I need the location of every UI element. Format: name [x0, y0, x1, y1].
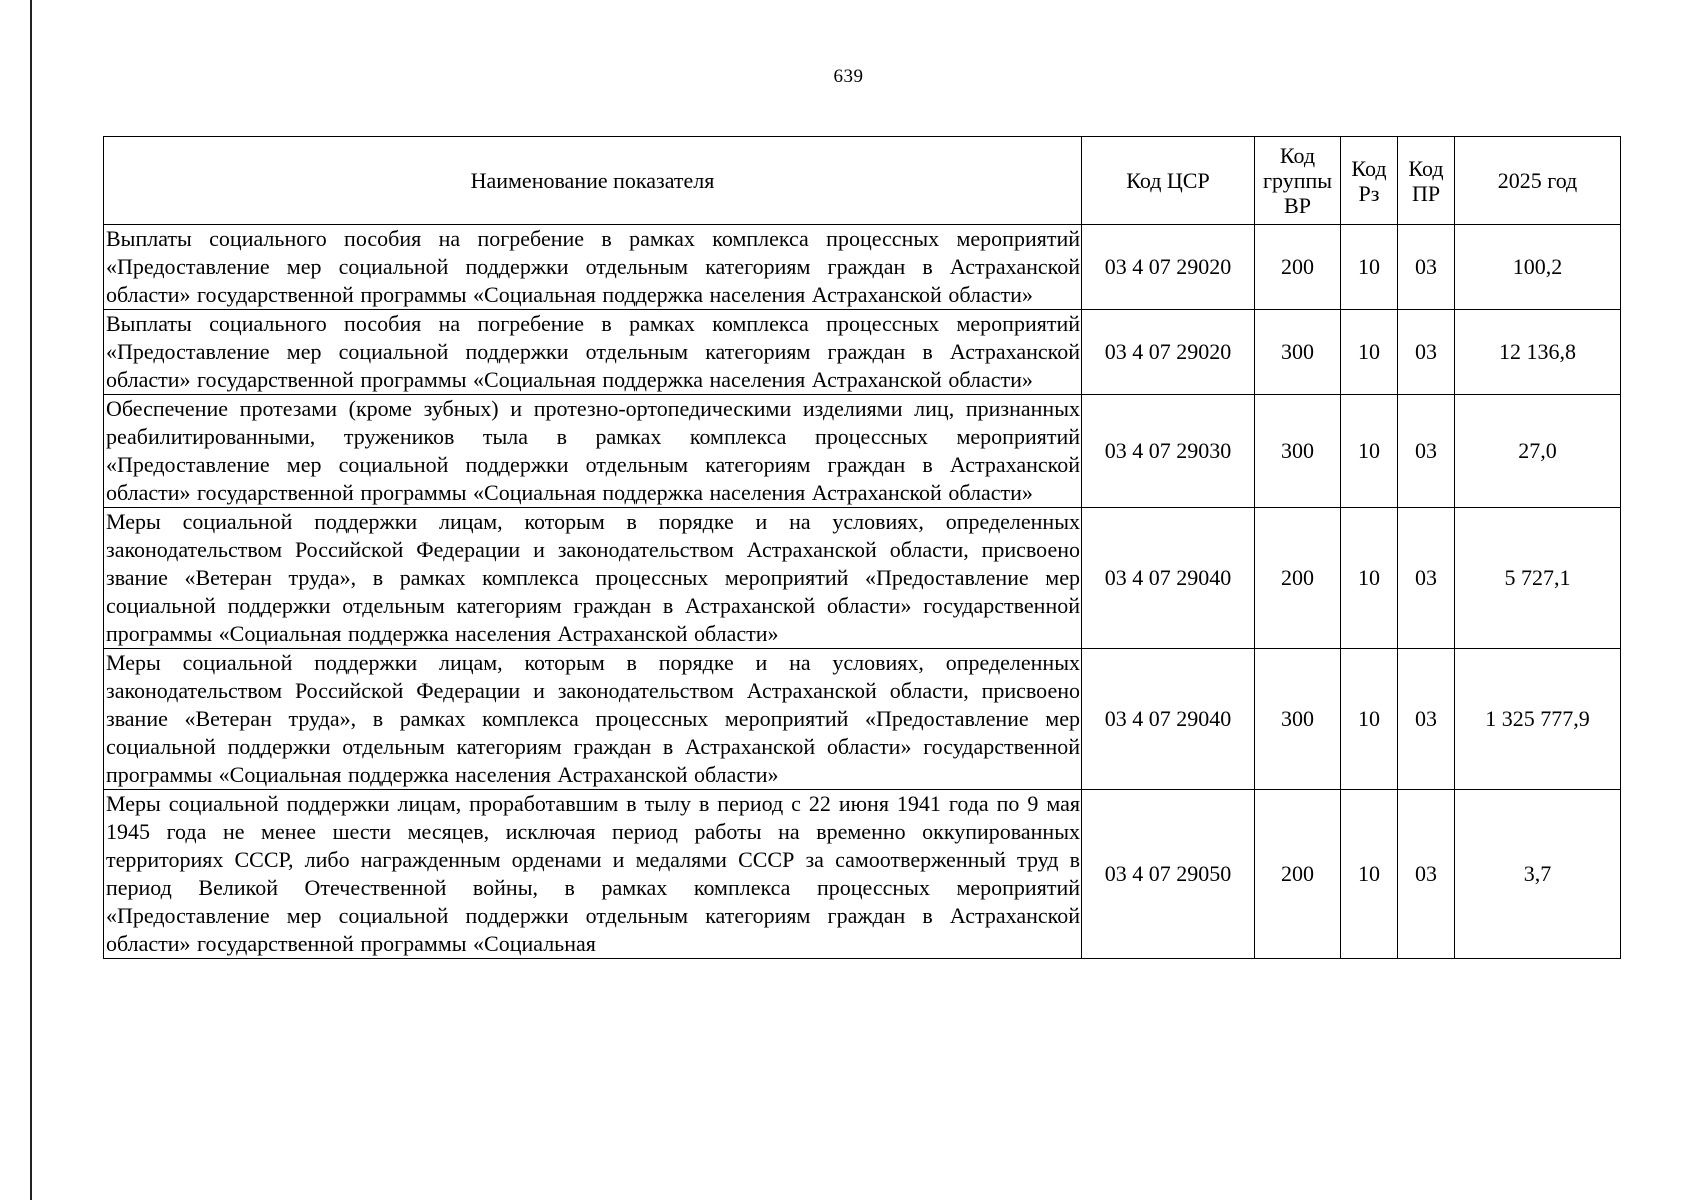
row-pr-cell: 03: [1398, 508, 1455, 649]
table-row: [104, 395, 1621, 508]
row-amount-cell: 1 325 777,9: [1455, 649, 1621, 790]
table-row: [104, 508, 1621, 649]
row-name-cell: Выплаты социального пособия на погребение в рамках комплекса процессных мероприятий «Предоставление мер социальной поддержки отдельным категориям граждан в Астраханской области» государственной программы «Социальная поддержка населения Астраханской области»: [104, 225, 1082, 310]
table-row: [104, 225, 1621, 310]
row-amount-cell: 12 136,8: [1455, 310, 1621, 395]
row-csr-cell: 03 4 07 29020: [1082, 310, 1255, 395]
row-amount-cell: 5 727,1: [1455, 508, 1621, 649]
header-year-2025: 2025 год: [1455, 137, 1621, 225]
row-vr-cell: 300: [1255, 649, 1341, 790]
row-name-cell: Меры социальной поддержки лицам, которым в порядке и на условиях, определенных законодательством Российской Федерации и законодательством Астраханской области, присвоено звание «Ветеран труда», в рамках комплекса процессных мероприятий «Предоставление мер социальной поддержки отдельным категориям граждан в Астраханской области» государственной программы «Социальная поддержка населения Астраханской области»: [104, 649, 1082, 790]
header-csr-code: Код ЦСР: [1082, 137, 1255, 225]
row-pr-cell: 03: [1398, 225, 1455, 310]
header-vr-code: Код группы ВР: [1255, 137, 1341, 225]
table-row: [104, 649, 1621, 790]
header-name: Наименование показателя: [104, 137, 1082, 225]
row-pr-cell: 03: [1398, 790, 1455, 959]
row-amount-cell: 27,0: [1455, 395, 1621, 508]
row-rz-cell: 10: [1341, 225, 1398, 310]
row-pr-cell: 03: [1398, 310, 1455, 395]
row-name-cell: Меры социальной поддержки лицам, проработавшим в тылу в период с 22 июня 1941 года по 9 мая 1945 года не менее шести месяцев, исключая период работы на временно оккупированных территориях СССР, либо награжденным орденами и медалями СССР за самоотверженный труд в период Великой Отечественной войны, в рамках комплекса процессных мероприятий «Предоставление мер социальной поддержки отдельным категориям граждан в Астраханской области» государственной программы «Социальная: [104, 790, 1082, 959]
row-csr-cell: 03 4 07 29040: [1082, 649, 1255, 790]
row-pr-cell: 03: [1398, 649, 1455, 790]
row-vr-cell: 200: [1255, 790, 1341, 959]
header-rz-code: Код Рз: [1341, 137, 1398, 225]
row-vr-cell: 200: [1255, 508, 1341, 649]
page-number: 639: [833, 66, 864, 87]
row-name-cell: Обеспечение протезами (кроме зубных) и протезно-ортопедическими изделиями лиц, признанных реабилитированными, тружеников тыла в рамках комплекса процессных мероприятий «Предоставление мер социальной поддержки отдельным категориям граждан в Астраханской области» государственной программы «Социальная поддержка населения Астраханской области»: [104, 395, 1082, 508]
row-rz-cell: 10: [1341, 649, 1398, 790]
row-vr-cell: 300: [1255, 395, 1341, 508]
row-amount-cell: 100,2: [1455, 225, 1621, 310]
row-vr-cell: 200: [1255, 225, 1341, 310]
budget-table: [103, 136, 1621, 959]
row-amount-cell: 3,7: [1455, 790, 1621, 959]
row-name-cell: Выплаты социального пособия на погребение в рамках комплекса процессных мероприятий «Предоставление мер социальной поддержки отдельным категориям граждан в Астраханской области» государственной программы «Социальная поддержка населения Астраханской области»: [104, 310, 1082, 395]
row-rz-cell: 10: [1341, 508, 1398, 649]
row-vr-cell: 300: [1255, 310, 1341, 395]
row-rz-cell: 10: [1341, 310, 1398, 395]
scan-edge-line: [30, 0, 32, 1200]
table-row: [104, 310, 1621, 395]
row-rz-cell: 10: [1341, 790, 1398, 959]
row-csr-cell: 03 4 07 29030: [1082, 395, 1255, 508]
row-csr-cell: 03 4 07 29020: [1082, 225, 1255, 310]
row-pr-cell: 03: [1398, 395, 1455, 508]
row-rz-cell: 10: [1341, 395, 1398, 508]
header-pr-code: Код ПР: [1398, 137, 1455, 225]
row-name-cell: Меры социальной поддержки лицам, которым в порядке и на условиях, определенных законодательством Российской Федерации и законодательством Астраханской области, присвоено звание «Ветеран труда», в рамках комплекса процессных мероприятий «Предоставление мер социальной поддержки отдельным категориям граждан в Астраханской области» государственной программы «Социальная поддержка населения Астраханской области»: [104, 508, 1082, 649]
row-csr-cell: 03 4 07 29050: [1082, 790, 1255, 959]
row-csr-cell: 03 4 07 29040: [1082, 508, 1255, 649]
table-header-row: [104, 137, 1621, 225]
table-row: [104, 790, 1621, 959]
